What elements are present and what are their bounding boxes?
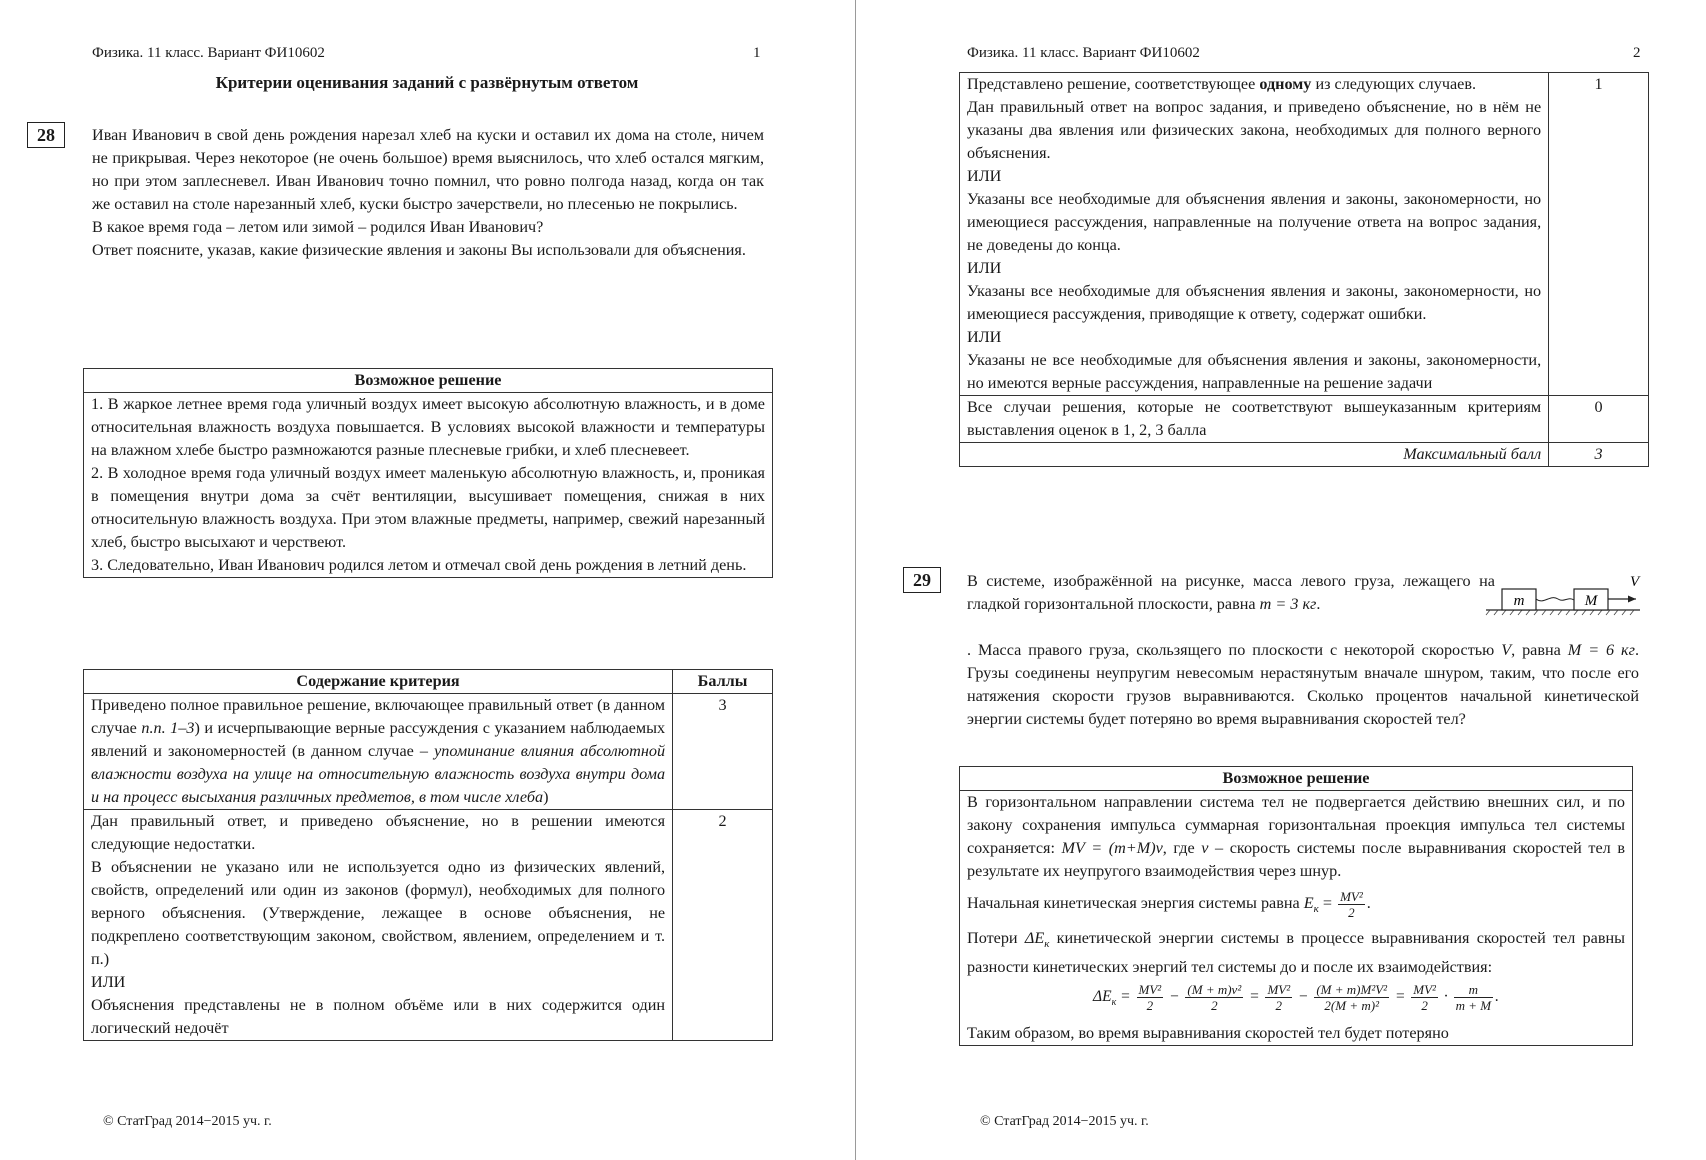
max-score-value: 3 [1549,443,1649,467]
fraction [1454,982,1494,1013]
text-part: m = 3 кг [1259,595,1317,613]
text-part: = [1318,894,1337,912]
q28-paragraph: Ответ поясните, указав, какие физические явления и законы Вы использовали для объяснения. [92,241,746,259]
text-part: E [1303,894,1314,912]
text-part: V [1501,641,1512,659]
text-part: ) [543,788,549,806]
text-part: . Масса правого груза, скользящего по плоскости с некоторой скоростью [967,641,1502,659]
text-part: к [1044,938,1050,951]
text-part: (M + m)M²V² [1316,982,1388,998]
text-part: = [1116,988,1135,1006]
question-29-text-top: В системе, изображённой на рисунке, масса левого груза, лежащего на гладкой горизонтальной плоскости, равна m = 3 кг. [967,572,1495,613]
fraction [1314,982,1389,1013]
criteria-points: 2 [673,810,773,1041]
text-part: 2 [1146,998,1154,1014]
text-part: ИЛИ [967,259,1002,277]
q28-paragraph: Иван Иванович в свой день рождения нарезал хлеб на куски и оставил их дома на столе, ничем не прикрывая. Через некоторое (не очень большое) время выяснилось, что хлеб остался мягким, но при этом заплесневел. Иван Иванович точно помнил, что ровно полгода назад, когда он так же оставил на столе нарезанный хлеб, куски быстро зачерствели, но плесенью не покрылись. [92,126,764,213]
page-right [857,0,1706,1160]
text-part: m + M [1455,998,1492,1014]
text-part: 2(M + m)² [1324,998,1379,1014]
text-part: · [1439,988,1452,1006]
text-part: Указаны не все необходимые для объяснения явления и законы, закономерности, но имеются верные рассуждения, направленные на решение задачи [967,351,1542,392]
text-part: п.п. 1–3 [141,719,195,737]
q28-paragraph: В какое время года – летом или зимой – родился Иван Иванович? [92,218,544,236]
text-part: 2 [1348,904,1355,920]
criteria-points: 3 [673,694,773,810]
text-part: . Грузы соединены неупругим невесомым нерастянутым вначале шнуром, таким, что после его натяжения скорости грузов выравниваются. Сколько процентов начальной кинетической энергии системы будет потеряно во время выравнивания скоростей тел? [967,641,1639,728]
text-part: 2 [1275,998,1283,1014]
text-part: Приведено полное правильное решение, включающее правильный ответ (в данном случае [91,696,666,737]
text-part: m [1454,982,1494,998]
text-part: к [1313,903,1319,916]
fraction [1185,982,1243,1013]
criteria-text [84,810,673,1041]
text-part: MV² [1413,982,1436,998]
text-part: упоминание влияния абсолютной влажности воздуха на улице на относительную влажность воздуха внутри дома и на процесс высыхания различных предметов, в том числе хлеба [91,742,666,806]
text-part: , равна [1511,641,1568,659]
text-part: к [1111,997,1117,1009]
text-part: ИЛИ [967,328,1002,346]
block-M-label: M [1584,593,1598,609]
text-part: одному [1259,75,1312,93]
page-footer: © СтатГрад 2014−2015 уч. г. [980,1114,1149,1129]
fraction [1265,982,1292,1013]
text-part: ΔE [1024,929,1045,948]
velocity-label: V [1630,574,1640,590]
solution-header: Возможное решение [960,767,1633,791]
page-divider [855,0,856,1160]
energy-loss-equation [967,979,1625,1021]
text-part: − [1165,988,1184,1006]
text-part: В объяснении не указано или не используется одно из физических явлений, свойств, определений или один из законов (формул), необходимых для полного верного объяснения. (Утверждение, лежащее в основе объяснения, не подкреплено соответствующим законом, свойством, явлением, определением и т. п.) [91,858,666,968]
criteria-row-1 [960,73,1649,396]
solution-paragraph: 1. В жаркое летнее время года уличный воздух имеет высокую абсолютную влажность, и в доме относительная влажность воздуха повышается. В условиях высокой влажности и температуры на влажном хлебе быстро размножаются разные плесневые грибки, и хлеб плесневеет. [91,395,765,459]
page-header: Физика. 11 класс. Вариант ФИ10602 [92,45,325,61]
fraction [1137,982,1164,1013]
text-part: Дан правильный ответ, и приведено объяснение, но в решении имеются следующие недостатки. [91,812,666,853]
page-title: Критерии оценивания заданий с развёрнутым ответом [215,73,639,92]
solution-28-table [83,368,773,578]
text-part: (M + m)v² [1187,982,1242,998]
solution-paragraph: 2. В холодное время года уличный воздух имеет маленькую абсолютную влажность, и, проникая в помещения внутри дома за счёт вентиляции, высушивает помещения, снижая в них относительную влажность воздуха. При этом влажные предметы, например, свежий нарезанный хлеб, быстро высыхают и черствеют. [91,464,765,551]
text-part: Представлено решение, соответствующее [967,75,1260,93]
text-part: v [1201,839,1209,857]
text-part: MV² [1340,888,1363,904]
page-number: 2 [1633,45,1641,61]
solution-header: Возможное решение [84,369,773,393]
text-part: M = 6 кг [1567,641,1635,659]
question-29-text [967,570,1639,639]
text-part: Указаны все необходимые для объяснения явления и законы, закономерности, но имеющиеся рассуждения, направленные на получение ответа на вопрос задания, не доведены до конца. [967,190,1542,254]
text-part: 2 [1211,998,1218,1014]
text-part: . [1495,988,1499,1006]
text-part: 2 [1421,998,1428,1014]
text-part: кинетической энергии системы в процессе выравнивания скоростей тел равны разности кинетических энергий тел системы до и после их взаимодействия: [967,929,1625,977]
solution-body [84,393,773,578]
question-28-text [92,124,764,262]
text-part: ) и исчерпывающие верные рассуждения с указанием наблюдаемых явлений и закономерностей (в данном случае – [91,719,666,760]
max-score-label: Максимальный балл [960,443,1549,467]
text-part: Объяснения представлены не в полном объёме или в них содержится один логический недочёт [91,996,666,1037]
text-part: , где [1162,839,1202,857]
text-part: = [1245,988,1264,1006]
page-number: 1 [753,45,761,61]
text-part: В горизонтальном направлении система тел не подвергается действию внешних сил, и по закону сохранения импульса суммарная горизонтальная проекция импульса тел системы сохраняется: [967,793,1625,857]
question-number-28: 28 [27,122,65,148]
text-part: Дан правильный ответ на вопрос задания, и приведено объяснение, но в нём не указаны два явления или физических закона, необходимых для полного верного объяснения. [967,98,1542,162]
fraction [1338,889,1365,920]
criteria-col-points: Баллы [673,670,773,694]
text-part: В системе, изображённой на рисунке, масса левого груза, лежащего на гладкой горизонтальной плоскости, равна [967,572,1495,613]
question-29-text-bottom [967,639,1639,731]
text-part: Начальная кинетическая энергия системы равна [967,894,1304,912]
text-part: ИЛИ [967,167,1002,185]
text-part: ΔE [1093,988,1112,1006]
text-part: Таким образом, во время выравнивания скоростей тел будет потеряно [967,1023,1449,1042]
criteria-text [960,73,1549,396]
criteria-row-2 [84,810,773,1041]
criteria-max-row [960,443,1649,467]
text-part: MV² [1267,982,1291,998]
text-part: − [1294,988,1313,1006]
criteria-28-table [83,669,773,1041]
criteria-points: 1 [1549,73,1649,396]
criteria-col-content: Содержание критерия [84,670,673,694]
text-part: = [1391,988,1410,1006]
block-m-label: m [1513,593,1525,609]
text-part: Указаны все необходимые для объяснения явления и законы, закономерности, но имеющиеся рассуждения, приводящие к ответу, содержат ошибки. [967,282,1542,323]
question-number-29: 29 [903,567,941,593]
criteria-row-3 [84,694,773,810]
text-part: ИЛИ [91,973,126,991]
criteria-text [84,694,673,810]
text-part: MV² [1138,982,1162,998]
criteria-text: Все случаи решения, которые не соответствуют вышеуказанным критериям выставления оценок в 1, 2, 3 балла [960,396,1549,443]
page-header: Физика. 11 класс. Вариант ФИ10602 [967,45,1200,61]
criteria-points: 0 [1549,396,1649,443]
criteria-row-0 [960,396,1649,443]
solution-body [960,791,1633,1046]
solution-29-table [959,766,1633,1046]
criteria-28-continued-table [959,72,1649,467]
text-part: Потери [967,929,1025,948]
solution-paragraph: 3. Следовательно, Иван Иванович родился летом и отмечал свой день рождения в летний день. [91,556,747,574]
text-part: MV = (m+M)v [1061,839,1163,857]
fraction [1411,982,1438,1013]
text-part: – скорость системы после выравнивания скоростей тел в результате их неупругого взаимодействия через шнур. [967,839,1625,880]
text-part: из следующих случаев. [1311,75,1477,93]
page-footer: © СтатГрад 2014−2015 уч. г. [103,1114,272,1129]
text-part: . [1366,894,1371,912]
